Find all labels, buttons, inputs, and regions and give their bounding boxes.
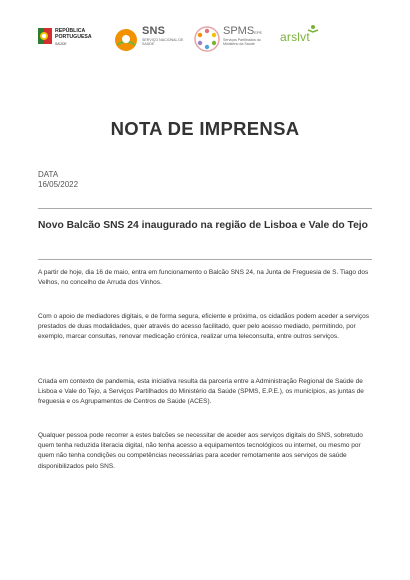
spms-emblem-icon <box>194 26 220 52</box>
date-label: DATA <box>38 170 59 179</box>
paragraph-1: A partir de hoje, dia 16 de maio, entra em funcionamento o Balcão SNS 24, na Junta de Freguesia de S. Tiago dos Velhos, no concelho de Arruda dos Vinhos. <box>38 269 369 287</box>
paragraph-4: Qualquer pessoa pode recorrer a estes balcões se necessitar de aceder aos serviços digitais do SNS, sobretudo quem tenha reduzida literacia digital, não tenha acesso a equipamentos tecnológicos ou internet, ou mesmo por quem não tenha condições ou competências necessárias para aceder remotamente aos serviços de saúde disponibilizados pelo SNS. <box>38 432 363 470</box>
divider-bottom <box>38 259 372 260</box>
ars-lvt-logo <box>280 22 340 60</box>
page-title: NOTA DE IMPRENSA <box>110 118 300 139</box>
header-logos <box>38 22 380 60</box>
paragraph-2: Com o apoio de mediadores digitais, e de forma segura, eficiente e próxima, os cidadãos podem aceder a serviços prestados de duas modalidades, quer através do acesso facilitado, quer pelo acesso mediado, permitindo, por exemplo, marcar consultas, renovar medicação crónica, realizar uma teleconsulta, entre outros serviços. <box>38 313 369 341</box>
republica-saude-text: SAÚDE <box>55 42 67 46</box>
spms-logo <box>194 22 272 60</box>
divider-top <box>38 208 372 209</box>
ars-lvt-title: arslvt <box>280 30 310 44</box>
portugal-flag-emblem-icon <box>38 28 52 44</box>
spms-subtitle: Serviços Partilhados do Ministério da Saúde <box>223 38 261 47</box>
republica-portuguesa-text: REPÚBLICA PORTUGUESA <box>55 28 92 40</box>
republica-portuguesa-logo <box>38 22 108 60</box>
paragraph-3: Criada em contexto de pandemia, esta iniciativa resulta da parceria entre a Administração Regional de Saúde de Lisboa e Vale do Tejo, a Serviços Partilhados do Ministério da Saúde (SPMS, E.P.E.), os municípios, as juntas de freguesia e os Agrupamentos de Centros de Saúde (ACES). <box>38 378 364 406</box>
sns-emblem-icon <box>114 28 138 52</box>
date-value: 16/05/2022 <box>38 180 79 189</box>
sns-title: SNS <box>142 25 166 37</box>
sns-logo <box>114 22 184 60</box>
sns-subtitle: SERVIÇO NACIONAL DE SAÚDE <box>142 38 184 47</box>
headline: Novo Balcão SNS 24 inaugurado na região de Lisboa e Vale do Tejo <box>38 220 368 231</box>
spms-title: SPMSEPE <box>223 25 263 37</box>
